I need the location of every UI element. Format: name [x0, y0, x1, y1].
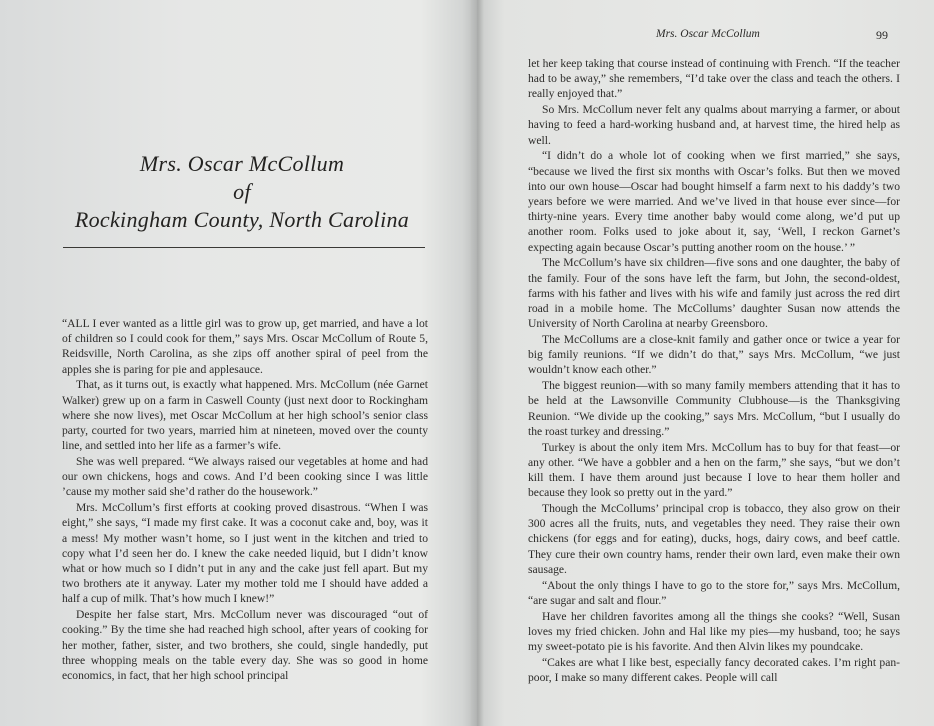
paragraph: Despite her false start, Mrs. McCollum never was discouraged “out of cooking.” By the time she had reached high school, after years of cooking for her mother, father, sister, and two brothers, she could, single handedly, put three whopping meals on the table every day. She was so good in home economics, in fact, that her high school principal [62, 608, 428, 683]
page-number: 99 [876, 28, 888, 42]
chapter-title-line-1: Mrs. Oscar McCollum [139, 151, 345, 176]
paragraph: The McCollum’s have six children—five sons and one daughter, the baby of the family. Four of the sons have left the farm, but John, the second-oldest, farms with his father and lives with his wife and family just across the red dirt road in a mobile home. The McCollums’ daughter Susan now attends the University of North Carolina at nearby Greensboro. [528, 256, 900, 331]
right-body-text [528, 56, 900, 686]
chapter-title-line-2: of [233, 179, 251, 204]
paragraph: She was well prepared. “We always raised our vegetables at home and had our own chickens, hogs and cows. And I’d been cooking since I was little ’cause my mother said she’d rather do the housework.” [62, 455, 428, 499]
paragraph: Turkey is about the only item Mrs. McCollum has to buy for that feast—or any other. “We have a gobbler and a hen on the farm,” she says, “but we don’t kill them. I have them around just because I love to hear them holler and because they look so pretty out in the yard.” [528, 440, 900, 500]
chapter-title [0, 150, 476, 234]
paragraph: Mrs. McCollum’s first efforts at cooking proved disastrous. “When I was eight,” she says, “I made my first cake. It was a coconut cake and, boy, was it a mess! My mother wasn’t home, so I just went in the kitchen and tried to copy what I’d seen her do. I knew the cake needed liquid, but I didn’t know what or how much so I didn’t put in any and the cake just fell apart. But my two brothers ate it anyway. Later my mother told me I should have added a half a cup of milk. That’s how much I knew!” [62, 501, 428, 606]
paragraph: “I didn’t do a whole lot of cooking when we first married,” she says, “because we lived the first six months with Oscar’s folks. But then we moved into our own house—Oscar had bought himself a farm next to his daddy’s two years before we were married. And we’ve lived in that house ever since—for thirty-nine years. Every time another baby would come along, we’d put up another room. Folks used to joke about it, say, ‘Well, I reckon Garnet’s expecting again because Oscar’s putting another room on the house.’ ” [528, 149, 900, 254]
paragraph: The McCollums are a close-knit family and gather once or twice a year for big family reunions. “If we didn’t do that,” says Mrs. McCollum, “we just wouldn’t know each other.” [528, 333, 900, 377]
title-divider [63, 247, 425, 248]
paragraph: The biggest reunion—with so many family members attending that it has to be held at the Lawsonville Community Clubhouse—is the Thanksgiving Reunion. “We divide up the cooking,” says Mrs. McCollum, “but I usually do the roast turkey and dressing.” [528, 379, 900, 438]
paragraph: “Cakes are what I like best, especially fancy decorated cakes. I’m right pan-poor, I make so many different cakes. People will call [528, 655, 900, 685]
running-head: Mrs. Oscar McCollum [656, 28, 760, 40]
right-page [480, 0, 934, 726]
left-body-text [62, 316, 428, 684]
paragraph: So Mrs. McCollum never felt any qualms about marrying a farmer, or about having to feed a hard-working husband and, at harvest time, the hired help as well. [528, 103, 900, 147]
paragraph: Though the McCollums’ principal crop is tobacco, they also grow on their 300 acres all the fruits, nuts, and vegetables they need. They raise their own chickens (for eggs and for eating), ducks, hogs, dairy cows, and beef cattle. They cure their own country hams, render their own lard, even make their own sausage. [528, 502, 900, 576]
chapter-title-line-3: Rockingham County, North Carolina [74, 207, 410, 232]
paragraph: That, as it turns out, is exactly what happened. Mrs. McCollum (née Garnet Walker) grew up on a farm in Caswell County (just next door to Rockingham where she now lives), met Oscar McCollum at her high school’s senior class party, courted for two years, married him at nineteen, moved over the county line, and settled into her life as a farmer’s wife. [62, 378, 428, 453]
paragraph: Have her children favorites among all the things she cooks? “Well, Susan loves my fried chicken. John and Hal like my pies—my husband, too; he says my sweet-potato pie is his favorite. And then Alvin likes my poundcake. [528, 609, 900, 654]
paragraph: “About the only things I have to go to the store for,” says Mrs. McCollum, “are sugar and salt and flour.” [528, 578, 900, 607]
paragraph: “ALL I ever wanted as a little girl was to grow up, get married, and have a lot of children so I could cook for them,” says Mrs. Oscar McCollum of Route 5, Reidsville, North Carolina, as she zips off another spiral of peel from the apples she is paring for pie and applesauce. [62, 317, 428, 376]
paragraph: let her keep taking that course instead of continuing with French. “If the teacher had to be away,” she remembers, “I’d take over the class and teach the others. I really enjoyed that.” [528, 57, 900, 101]
